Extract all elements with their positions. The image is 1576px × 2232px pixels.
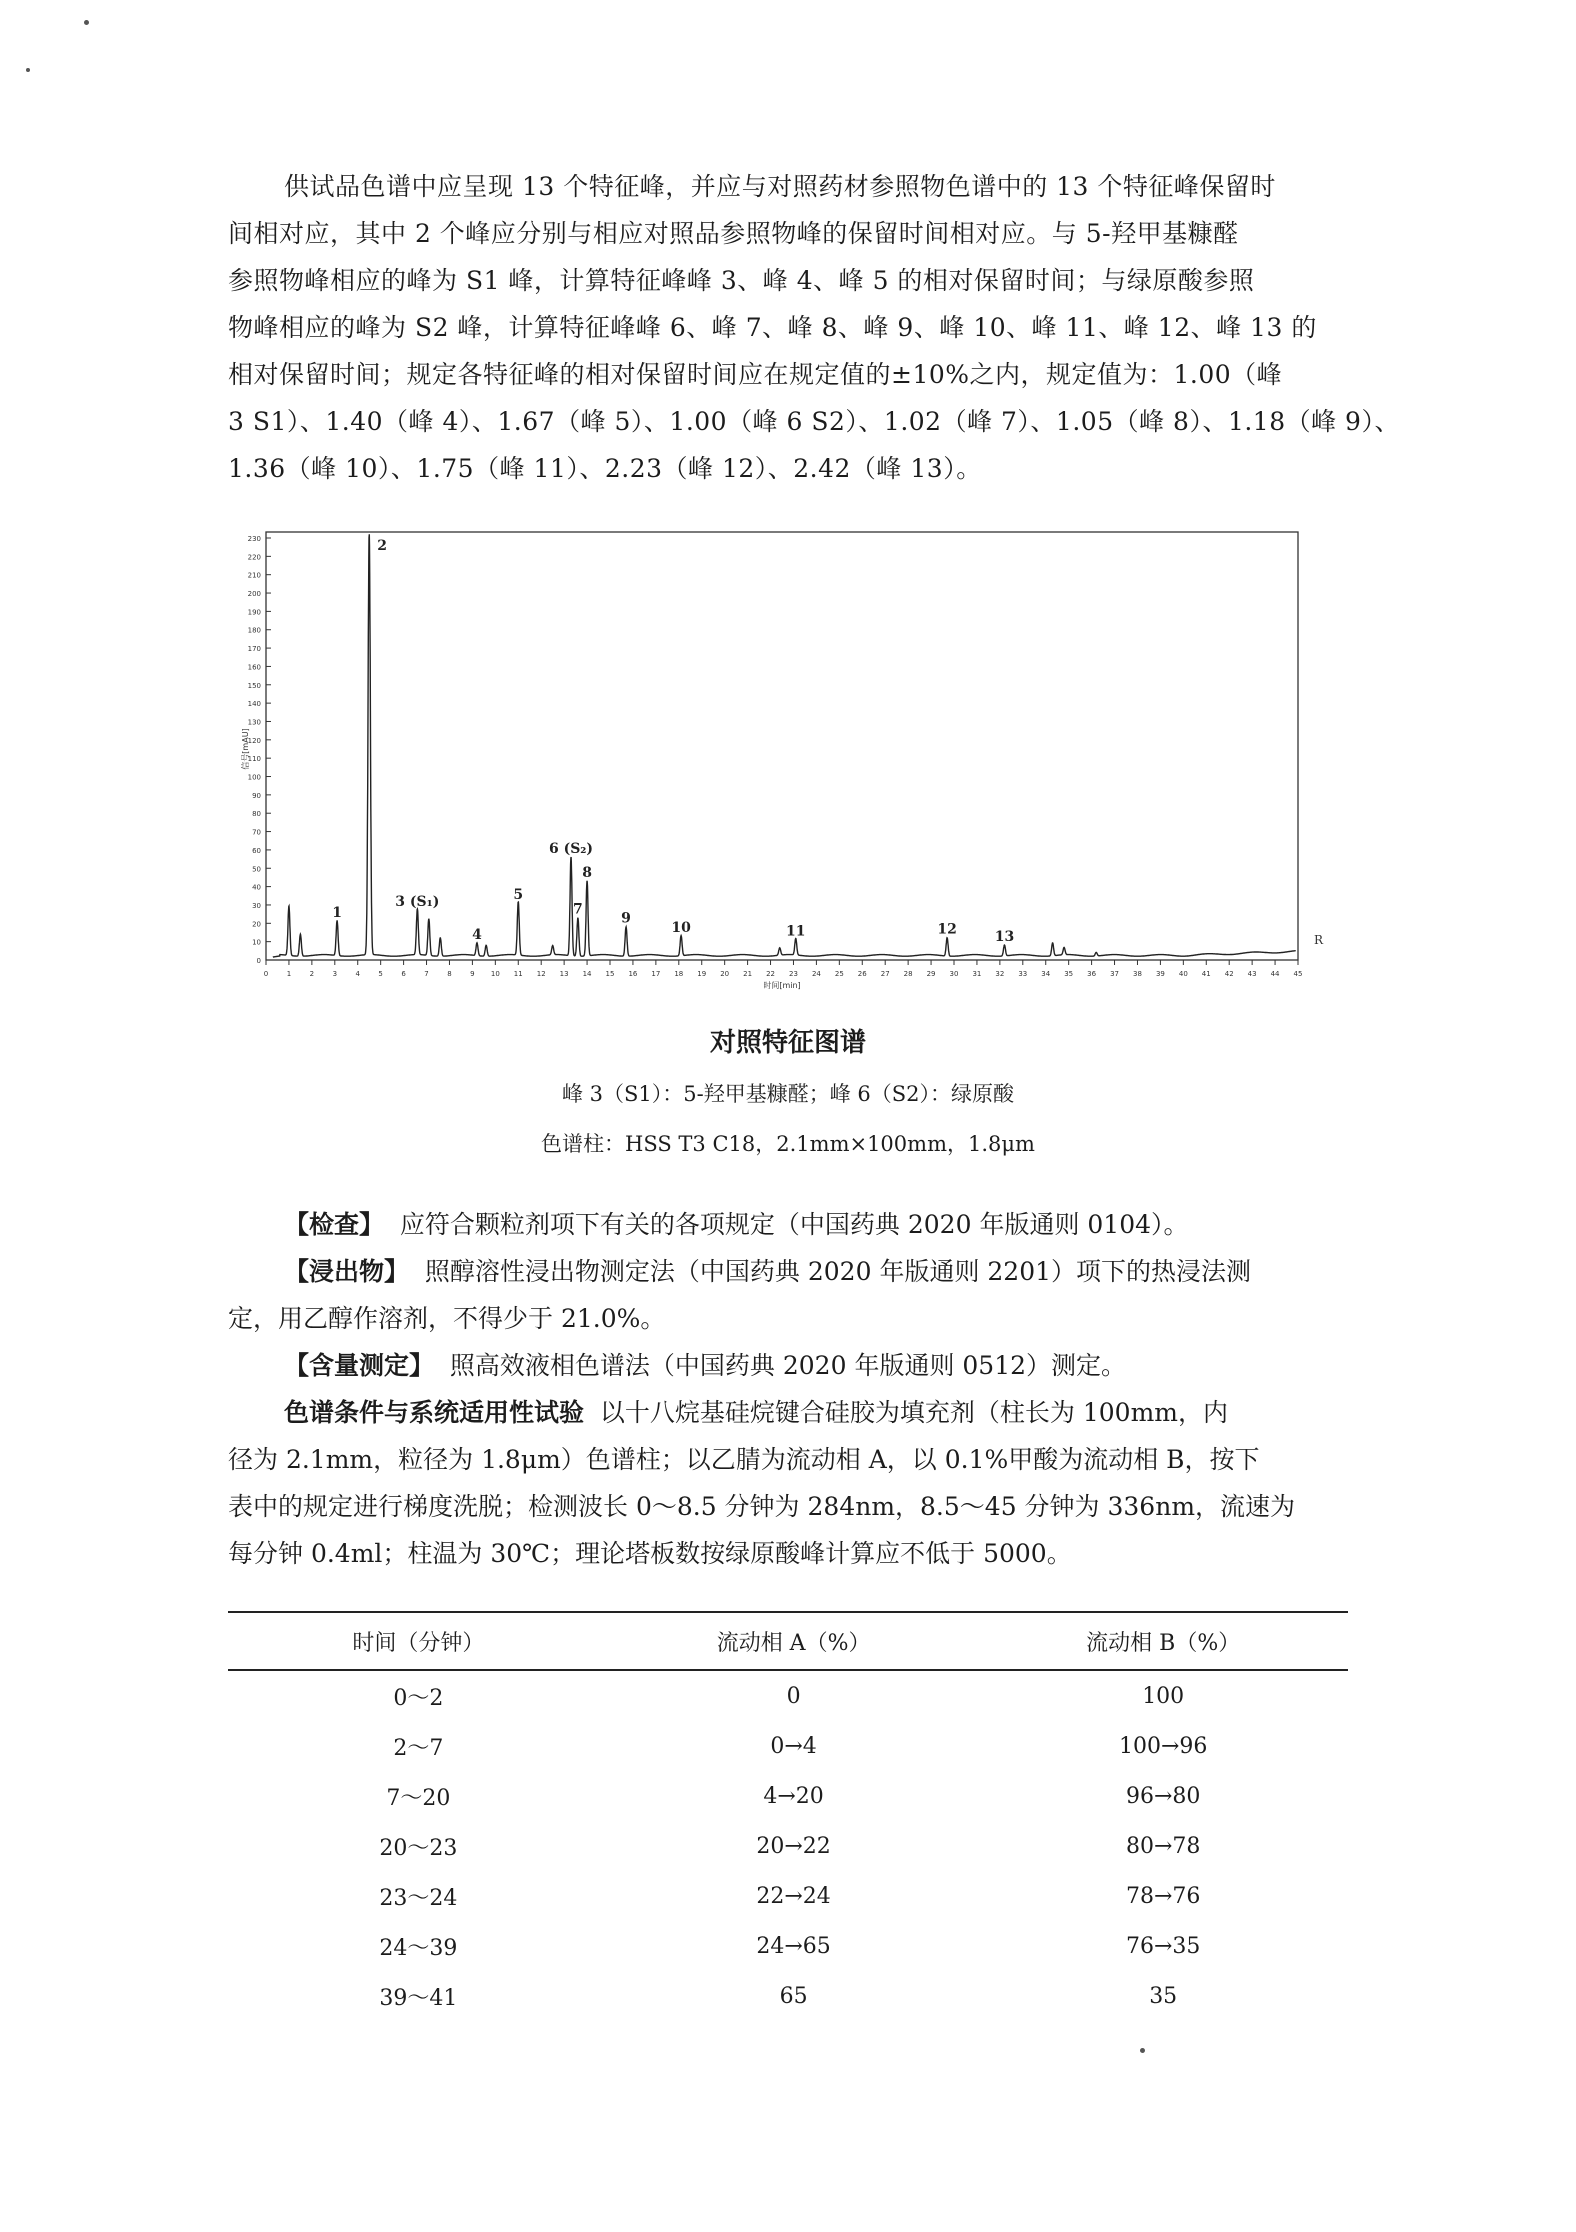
x-tick-label: 20 (720, 970, 730, 978)
y-tick-label: 120 (247, 736, 261, 745)
table-cell: 80→78 (1125, 1833, 1201, 1859)
x-tick-label: 37 (1110, 970, 1119, 978)
intro-line: 相对保留时间；规定各特征峰的相对保留时间应在规定值的±10%之内，规定值为：1.00（峰 (228, 360, 1283, 389)
table-cell: 2～7 (393, 1735, 444, 1761)
section-extract-body: 照醇溶性浸出物测定法（中国药典 2020 年版通则 2201）项下的热浸法测 (424, 1257, 1252, 1286)
table-cell: 7～20 (386, 1785, 451, 1811)
table-cell: 65 (779, 1983, 808, 2009)
x-tick-label: 9 (470, 970, 475, 978)
gradient-table (228, 1611, 1348, 2021)
table-row (228, 1821, 1348, 1871)
intro-line: 参照物峰相应的峰为 S1 峰，计算特征峰峰 3、峰 4、峰 5 的相对保留时间；与绿原酸参照 (228, 266, 1255, 295)
table-cell: 24→65 (756, 1933, 831, 1959)
x-tick-label: 40 (1178, 970, 1188, 978)
table-cell: 39～41 (379, 1985, 458, 2011)
x-tick-label: 39 (1155, 970, 1165, 978)
section-conditions-body: 以十八烷基硅烷键合硅胶为填充剂（柱长为 100mm，内 (599, 1398, 1228, 1427)
y-tick-label: 30 (252, 901, 261, 910)
x-tick-label: 41 (1201, 970, 1211, 978)
x-tick-label: 21 (743, 970, 753, 978)
x-tick-label: 35 (1064, 970, 1074, 978)
y-tick-label: 60 (252, 846, 261, 855)
section-conditions-line4 (228, 1530, 1348, 1577)
section-conditions (228, 1389, 1348, 1436)
section-conditions-line3 (228, 1483, 1348, 1530)
peak-label: 1 (332, 905, 342, 922)
y-tick-label: 70 (252, 828, 261, 837)
scan-speck (26, 68, 30, 72)
section-extract (228, 1248, 1348, 1295)
y-tick-label: 150 (247, 681, 261, 690)
x-tick-label: 3 (332, 970, 338, 978)
y-tick-label: 100 (247, 773, 261, 782)
x-tick-label: 0 (263, 970, 269, 978)
x-tick-label: 30 (949, 970, 959, 978)
table-cell: 0 (786, 1683, 801, 1709)
y-tick-label: 200 (247, 590, 261, 599)
section-conditions-body-2: 径为 2.1mm，粒径为 1.8μm）色谱柱；以乙腈为流动相 A，以 0.1%甲酸为流动相 B，按下 (228, 1445, 1260, 1474)
table-cell: 4→20 (763, 1783, 824, 1809)
y-tick-label: 90 (252, 791, 261, 800)
table-cell: 76→35 (1125, 1933, 1201, 1959)
table-header-phase-a: 流动相 A（%） (609, 1612, 979, 1670)
table-cell: 20～23 (379, 1835, 458, 1861)
x-tick-label: 34 (1041, 970, 1051, 978)
x-tick-label: 29 (926, 970, 936, 978)
peak-label: 11 (786, 923, 806, 940)
x-tick-label: 15 (605, 970, 615, 978)
y-axis-label: 信号[mAU] (241, 728, 250, 770)
section-extract-body-2: 定，用乙醇作溶剂，不得少于 21.0%。 (228, 1304, 666, 1333)
scan-speck (84, 20, 89, 25)
section-check-body: 应符合颗粒剂项下有关的各项规定（中国药典 2020 年版通则 0104）。 (399, 1210, 1189, 1239)
x-tick-label: 6 (401, 970, 406, 978)
section-conditions-heading: 色谱条件与系统适用性试验 (284, 1398, 585, 1427)
section-assay-heading: 【含量测定】 (284, 1351, 435, 1380)
y-tick-label: 110 (247, 755, 261, 764)
table-header-row (228, 1612, 1348, 1670)
x-tick-label: 24 (811, 970, 821, 978)
x-tick-label: 7 (424, 970, 429, 978)
table-row (228, 1771, 1348, 1821)
chromatogram-svg (240, 520, 1350, 1020)
y-tick-label: 230 (247, 535, 261, 543)
y-tick-label: 140 (247, 700, 261, 709)
x-tick-label: 4 (355, 970, 360, 978)
table-cell: 24～39 (379, 1935, 458, 1961)
x-tick-label: 14 (582, 970, 592, 978)
figure-column-note: 色谱柱：HSS T3 C18，2.1mm×100mm，1.8μm (541, 1132, 1035, 1156)
table-cell: 100 (1142, 1683, 1185, 1709)
y-tick-label: 20 (252, 920, 261, 929)
x-tick-label: 13 (559, 970, 569, 978)
x-tick-label: 43 (1247, 970, 1257, 978)
x-axis-label: 时间[min] (763, 981, 801, 990)
x-tick-label: 26 (857, 970, 867, 978)
x-tick-label: 31 (972, 970, 982, 978)
peak-label: 6 (S₂) (548, 840, 594, 857)
scan-speck (1140, 2048, 1145, 2053)
x-tick-label: 38 (1133, 970, 1142, 978)
peak-label: 13 (994, 928, 1015, 945)
table-row (228, 1721, 1348, 1771)
table-cell: 96→80 (1125, 1783, 1201, 1809)
x-tick-label: 17 (651, 970, 661, 978)
table-row (228, 1971, 1348, 2021)
y-tick-label: 210 (247, 571, 261, 580)
x-tick-label: 10 (490, 970, 500, 978)
y-tick-label: 80 (252, 810, 261, 819)
intro-line: 间相对应，其中 2 个峰应分别与相应对照品参照物峰的保留时间相对应。与 5-羟甲基糠醛 (228, 219, 1239, 248)
section-conditions-body-3: 表中的规定进行梯度洗脱；检测波长 0～8.5 分钟为 284nm，8.5～45 分钟为 336nm，流速为 (228, 1492, 1296, 1521)
table-cell: 35 (1149, 1983, 1178, 2009)
peak-label: 4 (472, 927, 482, 944)
table-cell: 22→24 (756, 1883, 831, 1909)
x-tick-label: 12 (536, 970, 546, 978)
x-tick-label: 42 (1224, 970, 1234, 978)
y-tick-label: 130 (247, 718, 261, 727)
y-tick-label: 190 (247, 608, 261, 617)
x-tick-label: 8 (447, 970, 452, 978)
table-cell: 23～24 (379, 1885, 458, 1911)
table-header-phase-b: 流动相 B（%） (978, 1612, 1348, 1670)
x-tick-label: 32 (995, 970, 1005, 978)
section-conditions-line2 (228, 1436, 1348, 1483)
table-cell: 100→96 (1118, 1733, 1208, 1759)
x-tick-label: 2 (309, 970, 315, 978)
x-tick-label: 23 (789, 970, 798, 978)
figure-title: 对照特征图谱 (709, 1028, 866, 1058)
section-assay (228, 1342, 1348, 1389)
x-tick-label: 22 (766, 970, 775, 978)
x-tick-label: 5 (378, 970, 383, 978)
peak-label: 8 (582, 864, 592, 881)
x-tick-label: 33 (1018, 970, 1028, 978)
section-conditions-body-4: 每分钟 0.4ml；柱温为 30℃；理论塔板数按绿原酸峰计算应不低于 5000。 (228, 1539, 1072, 1568)
intro-line: 1.36（峰 10）、1.75（峰 11）、2.23（峰 12）、2.42（峰 13）。 (228, 454, 982, 483)
y-tick-label: 40 (252, 883, 261, 892)
table-header-time: 时间（分钟） (228, 1612, 609, 1670)
x-tick-label: 16 (628, 970, 638, 978)
figure-peaks-note: 峰 3（S1）：5-羟甲基糠醛；峰 6（S2）：绿原酸 (561, 1082, 1015, 1106)
table-cell: 20→22 (756, 1833, 831, 1859)
peak-label: 5 (513, 886, 524, 903)
table-cell: 78→76 (1125, 1883, 1201, 1909)
peak-label: 3 (S₁) (395, 894, 440, 911)
x-tick-label: 27 (880, 970, 890, 978)
peak-label: 12 (937, 921, 957, 938)
x-tick-label: 45 (1293, 970, 1303, 978)
section-extract-heading: 【浸出物】 (284, 1257, 410, 1286)
y-tick-label: 220 (247, 553, 261, 562)
table-cell: 0→4 (770, 1733, 817, 1759)
right-marker-label: R (1314, 933, 1324, 947)
intro-line: 供试品色谱中应呈现 13 个特征峰，并应与对照药材参照物色谱中的 13 个特征峰保留时 (284, 172, 1276, 201)
section-extract-cont (228, 1295, 1348, 1342)
x-tick-label: 18 (674, 970, 684, 978)
x-tick-label: 28 (903, 970, 913, 978)
peak-label: 2 (377, 538, 387, 554)
y-tick-label: 180 (247, 626, 261, 635)
y-tick-label: 160 (247, 663, 261, 672)
table-row (228, 1670, 1348, 1721)
intro-line: 物峰相应的峰为 S2 峰，计算特征峰峰 6、峰 7、峰 8、峰 9、峰 10、峰 11、峰 12、峰 13 的 (228, 313, 1317, 342)
x-tick-label: 36 (1087, 970, 1097, 978)
section-assay-body: 照高效液相色谱法（中国药典 2020 年版通则 0512）测定。 (449, 1351, 1127, 1380)
x-tick-label: 44 (1270, 970, 1280, 978)
x-tick-label: 19 (697, 970, 707, 978)
intro-paragraph (228, 163, 1400, 492)
peak-label: 7 (573, 901, 583, 918)
section-check (228, 1201, 1348, 1248)
x-tick-label: 11 (513, 970, 523, 978)
peak-label: 10 (671, 919, 691, 936)
y-tick-label: 50 (252, 865, 261, 874)
section-check-heading: 【检查】 (284, 1210, 385, 1239)
y-tick-label: 0 (256, 957, 261, 965)
y-tick-label: 10 (252, 938, 261, 947)
x-tick-label: 25 (834, 970, 844, 978)
table-row (228, 1921, 1348, 1971)
intro-line: 3 S1）、1.40（峰 4）、1.67（峰 5）、1.00（峰 6 S2）、1.02（峰 7）、1.05（峰 8）、1.18（峰 9）、 (228, 407, 1400, 436)
table-row (228, 1871, 1348, 1921)
chromatogram-chart (240, 520, 1350, 1020)
table-cell: 0～2 (393, 1685, 444, 1711)
y-tick-label: 170 (247, 645, 261, 654)
peak-label: 9 (621, 910, 631, 927)
x-tick-label: 1 (286, 970, 292, 978)
